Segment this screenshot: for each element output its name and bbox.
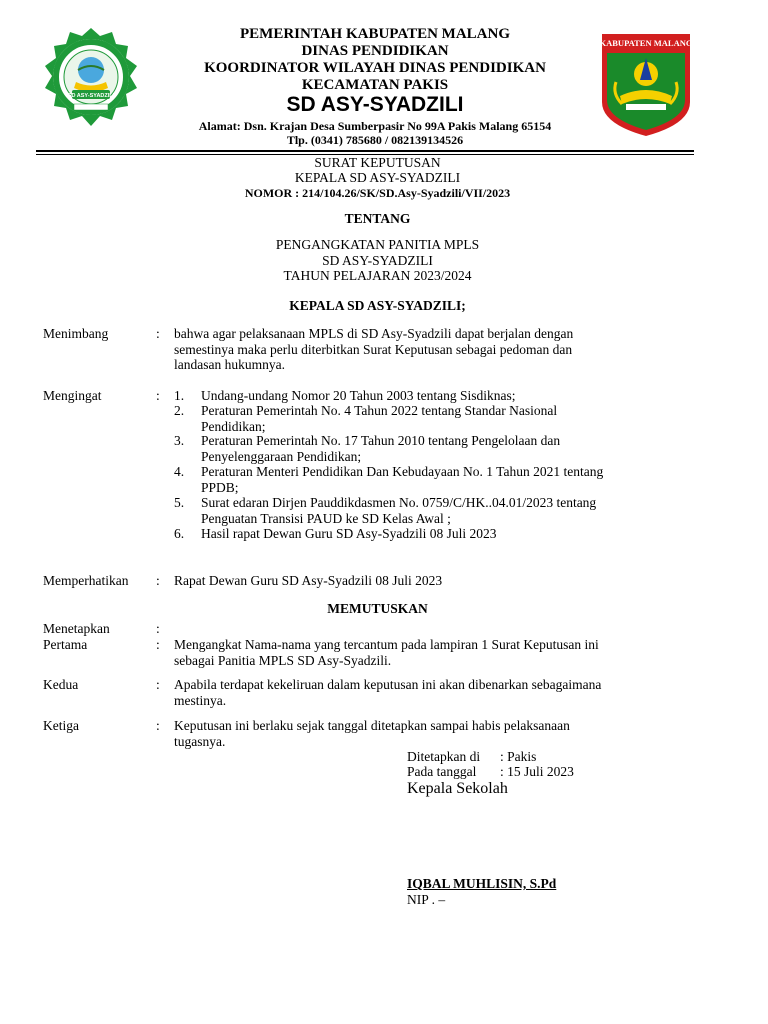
decree-number: NOMOR : 214/104.26/SK/SD.Asy-Syadzili/VII/2023 (244, 186, 511, 200)
memutuskan-heading: MEMUTUSKAN (327, 601, 428, 616)
menimbang-label: Menimbang (43, 326, 109, 341)
memperhatikan-colon: : (156, 573, 160, 588)
pertama-label: Pertama (43, 637, 88, 652)
list-number: 6. (174, 526, 185, 541)
letterhead-line-4: KECAMATAN PAKIS (301, 77, 449, 93)
memperhatikan-label: Memperhatikan (43, 573, 129, 588)
authority-heading: KEPALA SD ASY-SYADZILI; (289, 298, 466, 313)
menetapkan-colon: : (156, 621, 160, 636)
emblem-text: KABUPATEN MALANG (599, 38, 693, 48)
ketiga-colon: : (156, 718, 160, 733)
letterhead-rule-thick (36, 150, 694, 152)
school-logo (36, 26, 146, 138)
mengingat-colon: : (156, 388, 160, 403)
signer-position: Kepala Sekolah (407, 780, 508, 797)
logo-text: SD ASY-SYADZILI (67, 93, 115, 99)
ketiga-text: Keputusan ini berlaku sejak tanggal ditetapkan sampai habis pelaksanaan tugasnya. (174, 718, 570, 749)
list-number: 1. (174, 388, 185, 403)
pertama-colon: : (156, 637, 160, 652)
sign-place-value: : Pakis (500, 749, 537, 764)
letterhead-line-3: KOORDINATOR WILAYAH DINAS PENDIDIKAN (204, 60, 546, 76)
list-item: Peraturan Pemerintah No. 4 Tahun 2022 tentang Standar Nasional Pendidikan; (201, 403, 558, 434)
list-item: Undang-undang Nomor 20 Tahun 2003 tentang Sisdiknas; (201, 388, 516, 403)
sign-date-label: Pada tanggal (407, 764, 477, 779)
list-item: Peraturan Pemerintah No. 17 Tahun 2010 tentang Pengelolaan dan Penyelenggaraan Pendidikan; (201, 433, 561, 464)
menimbang-colon: : (156, 326, 160, 341)
list-number: 3. (174, 433, 185, 448)
subject-line-1: PENGANGKATAN PANITIA MPLS (275, 237, 480, 252)
kedua-label: Kedua (43, 677, 79, 692)
memperhatikan-text: Rapat Dewan Guru SD Asy-Syadzili 08 Juli 2023 (174, 573, 443, 588)
list-item: Peraturan Menteri Pendidikan Dan Kebudayaan No. 1 Tahun 2021 tentang PPDB; (201, 464, 604, 495)
kedua-colon: : (156, 677, 160, 692)
decree-issuer: KEPALA SD ASY-SYADZILI (294, 170, 461, 185)
school-address: Alamat: Dsn. Krajan Desa Sumberpasir No 99A Pakis Malang 65154 (198, 119, 552, 133)
subject-line-3: TAHUN PELAJARAN 2023/2024 (283, 268, 472, 283)
school-phone: Tlp. (0341) 785680 / 082139134526 (286, 133, 464, 147)
list-item: Hasil rapat Dewan Guru SD Asy-Syadzili 08 Juli 2023 (201, 526, 497, 541)
sign-place-label: Ditetapkan di (407, 749, 481, 764)
subject-line-2: SD ASY-SYADZILI (322, 253, 433, 268)
list-number: 4. (174, 464, 185, 479)
school-name: SD ASY-SYADZILI (286, 93, 464, 116)
ketiga-label: Ketiga (43, 718, 79, 733)
regency-emblem (598, 32, 694, 138)
decree-title: SURAT KEPUTUSAN (314, 155, 441, 170)
pertama-text: Mengangkat Nama-nama yang tercantum pada lampiran 1 Surat Keputusan ini sebagai Panitia MPLS SD Asy-Syadzili. (174, 637, 599, 668)
signer-name: IQBAL MUHLISIN, S.Pd (407, 876, 557, 891)
sign-date-value: : 15 Juli 2023 (500, 764, 574, 779)
letterhead-line-2: DINAS PENDIDIKAN (301, 43, 449, 59)
list-number: 5. (174, 495, 185, 510)
tentang-heading: TENTANG (344, 211, 411, 226)
list-item: Surat edaran Dirjen Pauddikdasmen No. 0759/C/HK..04.01/2023 tentang Penguatan Transisi PAUD ke SD Kelas Awal ; (201, 495, 597, 526)
mengingat-label: Mengingat (43, 388, 102, 403)
menimbang-text: bahwa agar pelaksanaan MPLS di SD Asy-Syadzili dapat berjalan dengan semestinya maka perlu diterbitkan Surat Keputusan sebagai pedoman dan landasan hukumnya. (174, 326, 574, 372)
menetapkan-label: Menetapkan (43, 621, 110, 636)
kedua-text: Apabila terdapat kekeliruan dalam keputusan ini akan dibenarkan sebagaimana mestinya. (174, 677, 602, 708)
letterhead-line-1: PEMERINTAH KABUPATEN MALANG (240, 26, 510, 42)
signer-nip: NIP . – (407, 892, 446, 907)
list-number: 2. (174, 403, 185, 418)
